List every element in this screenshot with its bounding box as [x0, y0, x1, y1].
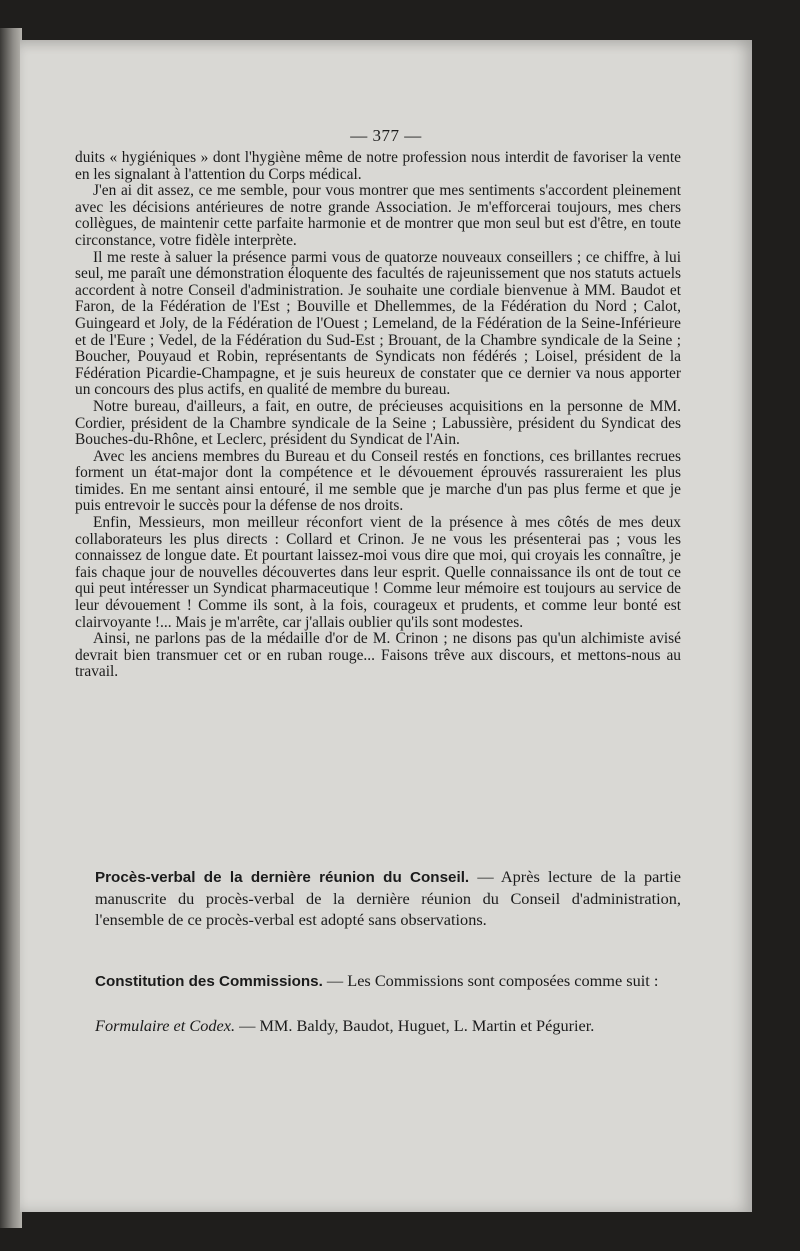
speech-text	[75, 150, 681, 681]
paragraph-4: Notre bureau, d'ailleurs, a fait, en outre, de précieuses acquisitions en la personne de MM. Cordier, président de la Chambre syndicale de la Seine ; Labussière, président du Syndicat des Bouches-du-Rhône, et Leclerc, président du Syndicat de l'Ain.	[75, 397, 681, 449]
commissions-text: — Les Commissions sont composées comme suit :	[322, 971, 659, 990]
paragraph-6: Enfin, Messieurs, mon meilleur réconfort vient de la présence à mes côtés de mes deux collaborateurs les plus directs : Collard et Crinon. Je ne vous les présenterai pas ; vous les connaissez de longue date. Et pourtant laissez-moi vous dire que moi, qui croyais les connaître, je fais chaque jour de nouvelles découvertes dans leur esprit. Quelle connaissance ils ont de tout ce qui peut intéresser un Syndicat pharmaceutique ! Comme leur mémoire est toujours au service de leur dévouement ! Comme ils sont, à la fois, courageux et prudents, et comme leur bonté est clairvoyante !... Mais je m'arrête, car j'allais oublier qu'ils sont modestes.	[75, 514, 681, 631]
document-page	[20, 40, 752, 1212]
paragraph-3: Il me reste à saluer la présence parmi vous de quatorze nouveaux conseillers ; ce chiffre, à lui seul, me paraît une démonstration éloquente des facultés de rajeunissement que nos statuts actuels accordent à notre Conseil d'administration. Je souhaite une cordiale bienvenue à MM. Baudot et Faron, de la Fédération de l'Est ; Bouville et Dhellemmes, de la Fédération du Nord ; Calot, Guingeard et Joly, de la Fédération de l'Ouest ; Lemeland, de la Fédération de la Seine-Inférieure et de l'Eure ; Vedel, de la Fédération du Sud-Est ; Brouant, de la Chambre syndicale de la Seine ; Boucher, Pouyaud et Robin, représentants de Syndicats non fédérés ; Loisel, président de la Fédération Picardie-Champagne, et je suis heureux de constater que ce dernier va nous apporter un concours des plus actifs, en qualité de membre du bureau.	[75, 248, 681, 399]
paragraph-5: Avec les anciens membres du Bureau et du Conseil restés en fonctions, ces brillantes recrues forment un état-major dont la compétence et le dévouement éprouvés rassureraient les plus timides. En me sentant ainsi entouré, il me semble que je marche d'un pas plus ferme et que je puis entrevoir le succès pour la défense de nos droits.	[75, 447, 681, 515]
commissions-section	[95, 970, 681, 992]
commissions-heading: Constitution des Commissions.	[95, 973, 323, 990]
proces-verbal-section	[95, 866, 681, 930]
paragraph-1: duits « hygiéniques » dont l'hygiène même de notre profession nous interdit de favoriser la vente en les signalant à l'attention du Corps médical.	[75, 149, 681, 183]
commission-item-label: Formulaire et Codex.	[95, 1016, 236, 1035]
page-number: — 377 —	[350, 126, 422, 145]
paragraph-2: J'en ai dit assez, ce me semble, pour vous montrer que mes sentiments s'accordent pleinement avec les décisions antérieures de notre grande Association. Je m'efforcerai toujours, mes chers collègues, de maintenir cette parfaite harmonie et de montrer que mon seul but est d'être, en toute circonstance, votre fidèle interprète.	[75, 182, 681, 249]
commission-item	[95, 1015, 681, 1036]
paragraph-7: Ainsi, ne parlons pas de la médaille d'or de M. Crinon ; ne disons pas qu'un alchimiste avisé devrait bien transmuer cet or en ruban rouge... Faisons trêve aux discours, et mettons-nous au travail.	[75, 630, 681, 681]
proces-verbal-heading: Procès-verbal de la dernière réunion du Conseil.	[95, 869, 470, 886]
adjacent-page-edge	[0, 28, 22, 1228]
commission-item-members: — MM. Baldy, Baudot, Huguet, L. Martin et Pégurier.	[235, 1016, 595, 1035]
proces-verbal-text: — Après lecture de la partie manuscrite du procès-verbal de la dernière réunion du Conseil d'administration, l'ensemble de ce procès-verbal est adopté sans observations.	[95, 867, 682, 929]
